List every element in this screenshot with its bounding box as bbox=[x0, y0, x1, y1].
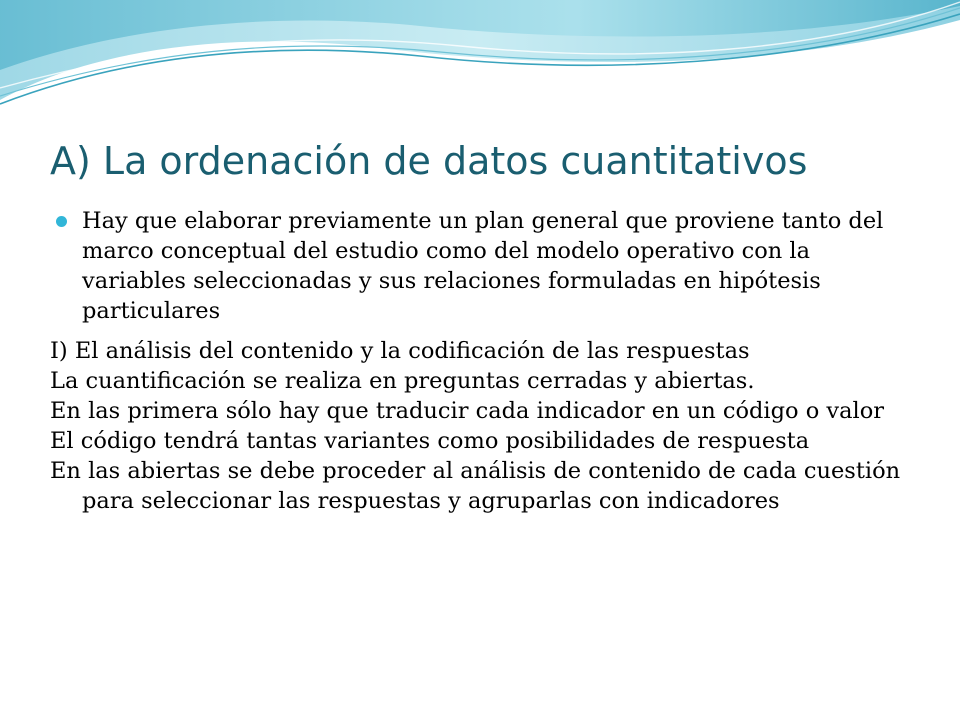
section-heading: I) El análisis del contenido y la codificación de las respuestas bbox=[50, 338, 750, 364]
section-line: En las abiertas se debe proceder al análisis de contenido de cada cuestión para seleccionar las respuestas y agruparlas con indicadores bbox=[50, 458, 908, 514]
section-line: El código tendrá tantas variantes como posibilidades de respuesta bbox=[50, 428, 810, 454]
bullet-item bbox=[50, 206, 910, 326]
slide-title: A) La ordenación de datos cuantitativos bbox=[50, 139, 808, 183]
section-paragraph bbox=[50, 336, 910, 516]
header-wave-decoration bbox=[0, 0, 960, 120]
section-line: La cuantificación se realiza en preguntas cerradas y abiertas. bbox=[50, 368, 755, 394]
slide-content bbox=[50, 206, 910, 516]
section-line: En las primera sólo hay que traducir cada indicador en un código o valor bbox=[50, 398, 885, 424]
bullet-dot-icon bbox=[56, 216, 67, 227]
bullet-text: Hay que elaborar previamente un plan general que proviene tanto del marco conceptual del estudio como del modelo operativo con la variables seleccionadas y sus relaciones formuladas en hipótesis particulares bbox=[82, 208, 884, 324]
